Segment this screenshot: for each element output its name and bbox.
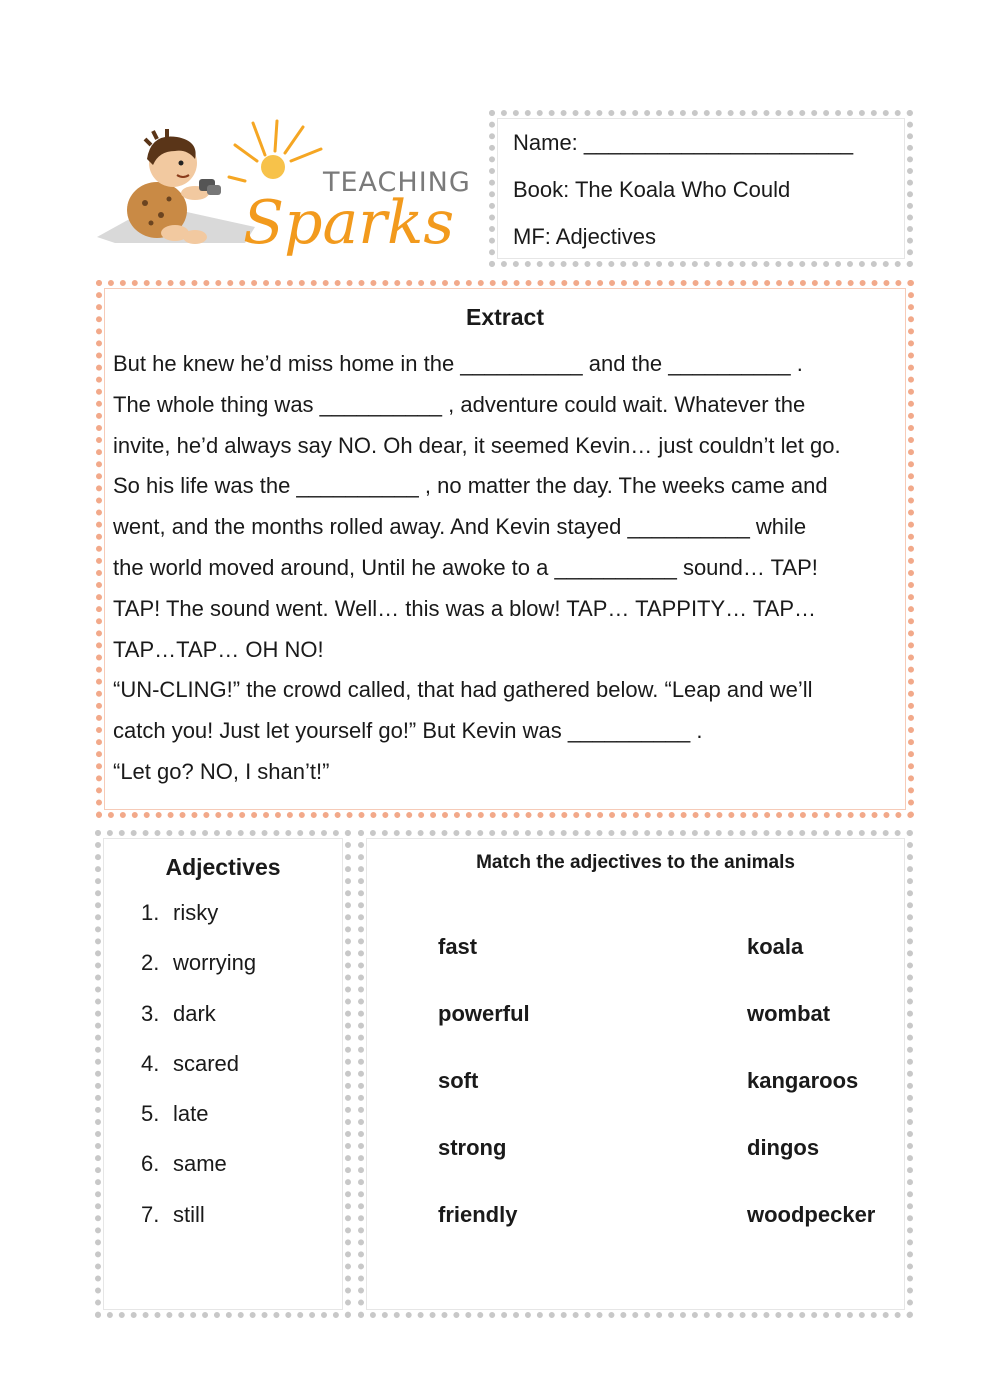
match-animal: kangaroos: [747, 1068, 859, 1093]
extract-line: went, and the months rolled away. And Kevin stayed __________ while: [113, 514, 807, 540]
adjectives-box: [95, 830, 351, 1318]
match-animal: wombat: [747, 1001, 831, 1026]
adjectives-list: [141, 900, 256, 1252]
animal-column: [747, 934, 875, 1269]
extract-line: But he knew he’d miss home in the __________ and the __________ .: [113, 351, 803, 376]
svg-text:Sparks: Sparks: [243, 188, 455, 258]
extract-text: [113, 344, 898, 793]
extract-title: Extract: [466, 304, 544, 330]
match-adjective: friendly: [438, 1202, 518, 1227]
list-item: 3. dark: [141, 1000, 216, 1026]
extract-line: catch you! Just let yourself go!” But Kevin was __________ .: [113, 718, 703, 744]
match-animal: koala: [747, 934, 804, 959]
svg-text:TEACHING: TEACHING: [323, 167, 471, 198]
extract-line: “Let go? NO, I shan’t!”: [113, 758, 330, 784]
list-item: 7. still: [141, 1201, 205, 1227]
list-item: 4. scared: [141, 1050, 240, 1076]
mf-topic: MF: Adjectives: [513, 224, 657, 249]
list-item: 5. late: [141, 1101, 209, 1127]
match-animal: woodpecker: [747, 1202, 876, 1227]
name-field[interactable]: Name: ______________________: [513, 130, 854, 155]
extract-line: TAP…TAP… OH NO!: [113, 636, 324, 662]
list-item: 2. worrying: [141, 950, 257, 976]
match-box: [358, 830, 913, 1318]
extract-line: “UN-CLING!” the crowd called, that had gathered below. “Leap and we’ll: [113, 677, 813, 703]
match-title: Match the adjectives to the animals: [476, 852, 795, 873]
match-adjective: soft: [438, 1068, 479, 1093]
adjective-column: [438, 934, 530, 1269]
extract-line: invite, he’d always say NO. Oh dear, it seemed Kevin… just couldn’t let go.: [113, 432, 841, 458]
extract-line: the world moved around, Until he awoke to a __________ sound… TAP!: [113, 554, 818, 580]
match-adjective: fast: [438, 934, 478, 959]
extract-box: [96, 280, 914, 818]
extract-line: So his life was the __________ , no matter the day. The weeks came and: [113, 473, 828, 499]
list-item: 1. risky: [141, 900, 219, 925]
adjectives-title: Adjectives: [165, 854, 281, 880]
student-info-box: [489, 110, 913, 267]
caveman-mascot-icon: [95, 115, 475, 265]
book-title: Book: The Koala Who Could: [513, 177, 791, 202]
extract-line: TAP! The sound went. Well… this was a blow! TAP… TAPPITY… TAP…: [113, 595, 817, 621]
list-item: 6. same: [141, 1151, 227, 1177]
match-animal: dingos: [747, 1135, 820, 1160]
teaching-sparks-logo: [95, 115, 475, 265]
match-adjective: powerful: [438, 1001, 530, 1026]
match-adjective: strong: [438, 1135, 507, 1160]
extract-line: The whole thing was __________ , adventure could wait. Whatever the: [113, 391, 806, 417]
